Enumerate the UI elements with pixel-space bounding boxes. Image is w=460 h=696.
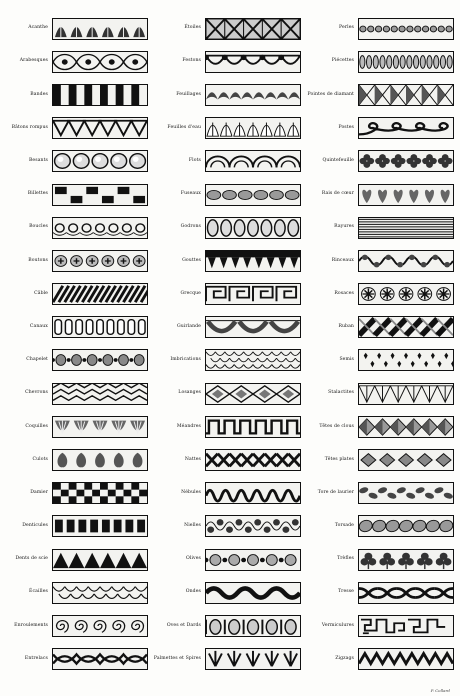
ornament-entry	[306, 543, 460, 576]
ornament-label: Ruban	[338, 323, 354, 329]
ornament-entry	[0, 576, 153, 609]
ornament-entry	[153, 443, 306, 476]
ornament-label: Fuseaux	[180, 191, 201, 197]
ornament-label: Torsade	[334, 523, 354, 529]
ornament-label: Piécettes	[331, 58, 354, 64]
ornament-label: Grecque	[180, 290, 201, 296]
blocks-pattern-icon	[52, 184, 148, 206]
ornament-entry	[306, 609, 460, 642]
circles-pattern-icon	[52, 150, 148, 172]
ornament-entry	[0, 344, 153, 377]
ornament-label: Têtes de clous	[319, 423, 354, 429]
ornament-entry	[306, 112, 460, 145]
ornament-label: Pointes de diamant	[307, 91, 354, 97]
ribbon-pattern-icon	[358, 316, 454, 338]
ornament-entry	[0, 211, 153, 244]
ornament-entry	[153, 510, 306, 543]
ornament-label: Besants	[28, 158, 48, 164]
ornament-label: Quintefeuille	[322, 158, 354, 164]
nebule-pattern-icon	[205, 482, 301, 504]
ornament-entry	[0, 178, 153, 211]
ornament-entry	[306, 145, 460, 178]
ornament-label: Postes	[338, 124, 354, 130]
ornament-entry	[306, 178, 460, 211]
ornament-entry	[153, 410, 306, 443]
eggdart-pattern-icon	[205, 615, 301, 637]
quatrefoil-pattern-icon	[358, 150, 454, 172]
beads-pattern-icon	[52, 349, 148, 371]
ornament-entry	[306, 311, 460, 344]
ornament-entry	[153, 477, 306, 510]
ornament-entry	[153, 311, 306, 344]
ornament-label: Nébules	[181, 489, 201, 495]
ornament-label: Tore de laurier	[317, 489, 354, 495]
ornament-label: Bâtons rompus	[11, 124, 48, 130]
waves-pattern-icon	[205, 150, 301, 172]
ornament-label: Câble	[34, 290, 48, 296]
spiral-pattern-icon	[52, 615, 148, 637]
buttons-pattern-icon	[52, 250, 148, 272]
imbrication-pattern-icon	[205, 349, 301, 371]
ornament-entry	[306, 278, 460, 311]
ornament-entry	[153, 576, 306, 609]
ornament-label: Chevrons	[25, 390, 48, 396]
ornament-label: Gouttes	[182, 257, 201, 263]
ornament-entry	[306, 45, 460, 78]
ornament-entry	[153, 377, 306, 410]
ornament-entry	[0, 145, 153, 178]
heart-pattern-icon	[358, 184, 454, 206]
stars-pattern-icon	[205, 18, 301, 40]
garland-pattern-icon	[205, 316, 301, 338]
ornament-entry	[306, 244, 460, 277]
ornament-label: Vermiculures	[321, 622, 354, 628]
ornament-entry	[153, 244, 306, 277]
ornament-label: Enroulements	[14, 622, 48, 628]
fleuron-pattern-icon	[52, 449, 148, 471]
nailhead-pattern-icon	[358, 416, 454, 438]
ornament-label: Guirlande	[176, 323, 201, 329]
ornament-entry	[306, 576, 460, 609]
trefoil-pattern-icon	[358, 549, 454, 571]
checker-pattern-icon	[52, 482, 148, 504]
ornament-entry	[306, 377, 460, 410]
ornament-label: Rayures	[334, 224, 354, 230]
ornament-entry	[0, 78, 153, 111]
ornament-entry	[306, 643, 460, 676]
ornament-entry	[0, 278, 153, 311]
ornament-label: Feuillages	[176, 91, 201, 97]
ornament-entry	[153, 78, 306, 111]
stalactite-pattern-icon	[358, 383, 454, 405]
ornament-label: Méandres	[176, 423, 201, 429]
ornament-entry	[153, 344, 306, 377]
ornament-label: Bandes	[30, 91, 48, 97]
coins-pattern-icon	[358, 51, 454, 73]
laurel-pattern-icon	[358, 482, 454, 504]
ornament-label: Rosaces	[334, 290, 354, 296]
olive-pattern-icon	[205, 549, 301, 571]
flutes-pattern-icon	[52, 316, 148, 338]
ornament-label: Perles	[339, 25, 354, 31]
vermiculate-pattern-icon	[358, 615, 454, 637]
ornament-entry	[0, 45, 153, 78]
ornament-entry	[0, 477, 153, 510]
festoon-pattern-icon	[205, 51, 301, 73]
ornament-label: Oves et Dards	[166, 622, 201, 628]
ornament-entry	[0, 410, 153, 443]
ornament-label: Arabesques	[19, 58, 48, 64]
ornament-label: Boucles	[29, 224, 48, 230]
spindle-pattern-icon	[205, 184, 301, 206]
chevron-pattern-icon	[52, 383, 148, 405]
palmette-pattern-icon	[205, 648, 301, 670]
zigzag-pattern-icon	[358, 648, 454, 670]
undulate-pattern-icon	[205, 582, 301, 604]
ornament-label: Denticules	[22, 523, 48, 529]
ornament-entry	[153, 278, 306, 311]
ornament-entry	[306, 410, 460, 443]
drops-pattern-icon	[205, 250, 301, 272]
ornament-label: Têtes plates	[324, 456, 354, 462]
ornament-entry	[306, 510, 460, 543]
rope-pattern-icon	[52, 283, 148, 305]
leaf-pattern-icon	[52, 18, 148, 40]
scroll-pattern-icon	[52, 51, 148, 73]
ornament-label: Étoiles	[184, 25, 201, 31]
rosette-pattern-icon	[358, 283, 454, 305]
niello-pattern-icon	[205, 515, 301, 537]
foliage-pattern-icon	[205, 84, 301, 106]
scales-pattern-icon	[52, 582, 148, 604]
ornament-label: Tresse	[337, 589, 354, 595]
shells-pattern-icon	[52, 416, 148, 438]
ornament-label: Entrelacs	[24, 655, 48, 661]
ornament-label: Écailles	[29, 589, 48, 595]
ornament-entry	[0, 543, 153, 576]
ornament-label: Acanthe	[28, 25, 48, 31]
pearls-pattern-icon	[358, 18, 454, 40]
diamond-pattern-icon	[358, 84, 454, 106]
ornament-label: Nattes	[184, 456, 201, 462]
ornament-label: Damier	[30, 489, 48, 495]
greek-pattern-icon	[205, 283, 301, 305]
ornament-label: Losanges	[178, 390, 201, 396]
saw-pattern-icon	[52, 549, 148, 571]
ornament-label: Flots	[188, 158, 201, 164]
ornament-label: Chapelet	[26, 357, 48, 363]
ornament-entry	[0, 112, 153, 145]
engraver-signature: P. Collard	[430, 688, 450, 693]
ornament-label: Dents de scie	[15, 556, 48, 562]
ornament-label: Canaux	[29, 323, 48, 329]
ornament-entry	[153, 211, 306, 244]
ornament-label: Festons	[182, 58, 201, 64]
stripes-pattern-icon	[52, 84, 148, 106]
ornament-label: Nielles	[184, 523, 201, 529]
lines-pattern-icon	[358, 217, 454, 239]
ornament-entry	[306, 344, 460, 377]
ornament-entry	[0, 643, 153, 676]
meander-pattern-icon	[205, 416, 301, 438]
ornament-entry	[153, 12, 306, 45]
ornament-label: Culots	[32, 456, 48, 462]
tress-pattern-icon	[358, 582, 454, 604]
ornament-entry	[306, 78, 460, 111]
ornament-label: Zigzags	[335, 655, 354, 661]
ornament-entry	[153, 643, 306, 676]
ornament-label: Olives	[186, 556, 201, 562]
ornament-entry	[153, 609, 306, 642]
ornament-label: Stalactites	[328, 390, 354, 396]
ornament-label: Semis	[339, 357, 354, 363]
lozenge-pattern-icon	[205, 383, 301, 405]
ornament-entry	[153, 145, 306, 178]
ornament-entry	[0, 12, 153, 45]
ornament-entry	[153, 178, 306, 211]
ornament-label: Imbrications	[170, 357, 201, 363]
ornament-label: Godrons	[180, 224, 201, 230]
interlace-pattern-icon	[52, 648, 148, 670]
ornament-entry	[306, 477, 460, 510]
dentil-pattern-icon	[52, 515, 148, 537]
ornament-label: Feuilles d'eau	[167, 124, 201, 130]
ornament-entry	[153, 45, 306, 78]
waterleaf-pattern-icon	[205, 117, 301, 139]
ornament-entry	[153, 543, 306, 576]
ornament-entry	[153, 112, 306, 145]
ornament-entry	[0, 377, 153, 410]
ornament-entry	[306, 12, 460, 45]
ornament-entry	[0, 609, 153, 642]
flathead-pattern-icon	[358, 449, 454, 471]
ornament-label: Boutons	[28, 257, 48, 263]
ornament-label: Coquilles	[25, 423, 48, 429]
vitruvian-pattern-icon	[358, 117, 454, 139]
ornament-label: Billettes	[27, 191, 48, 197]
ornament-label: Palmettes et Spires	[153, 655, 201, 661]
ornament-entry	[0, 510, 153, 543]
torsade-pattern-icon	[358, 515, 454, 537]
ornament-entry	[0, 244, 153, 277]
semis-pattern-icon	[358, 349, 454, 371]
ornament-entry	[0, 443, 153, 476]
ornament-label: Rinceaux	[331, 257, 354, 263]
ornament-label: Trèfles	[337, 556, 354, 562]
ornament-label: Rais de cœur	[321, 191, 354, 197]
rinceau-pattern-icon	[358, 250, 454, 272]
ornament-label: Ondes	[185, 589, 201, 595]
loops-pattern-icon	[52, 217, 148, 239]
triangles-pattern-icon	[52, 117, 148, 139]
ornament-entry	[0, 311, 153, 344]
ornament-entry	[306, 211, 460, 244]
braid-pattern-icon	[205, 449, 301, 471]
ornament-entry	[306, 443, 460, 476]
gadroon-pattern-icon	[205, 217, 301, 239]
